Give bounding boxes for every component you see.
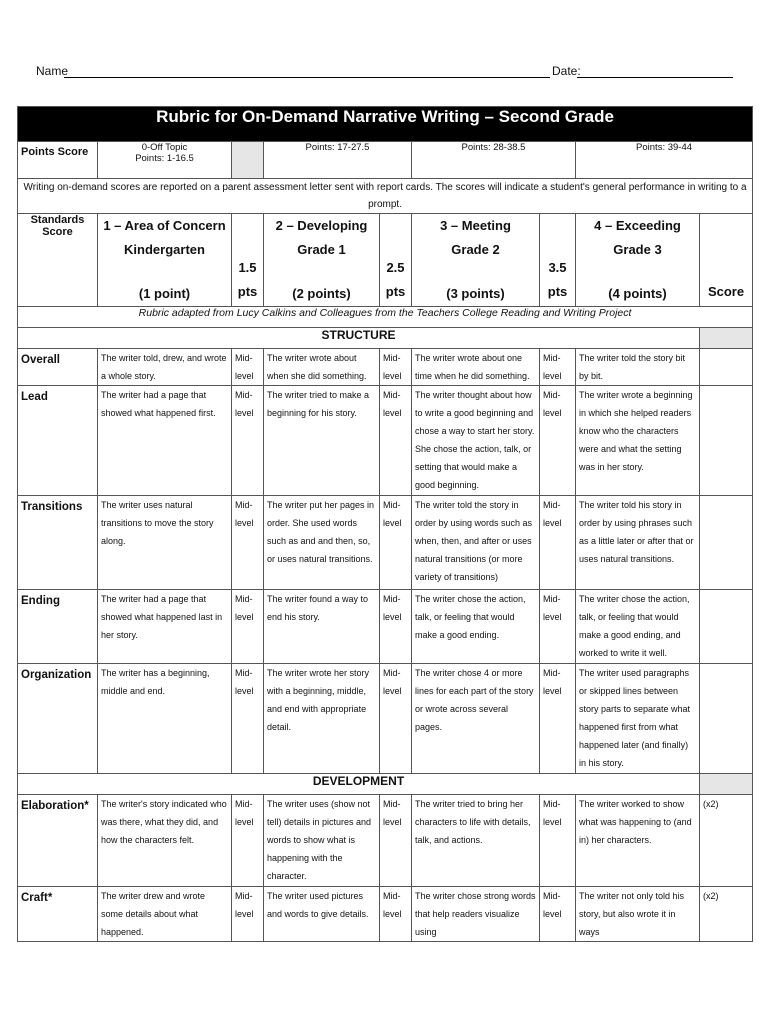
criterion-name: Lead (18, 386, 98, 496)
level-4-descriptor: The writer chose the action, talk, or feeling that would make a good ending, and worked to write it well. (576, 590, 700, 664)
level-2-descriptor: The writer found a way to end his story. (264, 590, 380, 664)
level-3-points: (3 points) (446, 286, 505, 301)
half-1-value: 1.5 (238, 260, 257, 275)
criterion-row (18, 795, 753, 887)
points-score-label: Points Score (18, 142, 98, 179)
mid-level-3: Mid-level (540, 386, 576, 496)
mid-level-2: Mid-level (380, 349, 412, 386)
mid-level-3: Mid-level (540, 590, 576, 664)
level-2-descriptor: The writer put her pages in order. She used words such as and and then, so, or uses natural transitions. (264, 496, 380, 590)
name-field[interactable] (64, 77, 550, 78)
points-level-1 (98, 142, 232, 179)
mid-level-1: Mid-level (232, 795, 264, 887)
score-cell[interactable]: (x2) (700, 887, 753, 942)
section-score-cell (700, 328, 753, 349)
level-3-descriptor: The writer thought about how to write a good beginning and chose a way to start her story. She chose the action, talk, or setting that would make a good beginning. (412, 386, 540, 496)
mid-level-3: Mid-level (540, 795, 576, 887)
mid-level-1: Mid-level (232, 496, 264, 590)
level-2-name: 2 – Developing (275, 218, 368, 233)
level-1-grade: Kindergarten (124, 242, 205, 257)
level-3-descriptor: The writer chose strong words that help readers visualize using (412, 887, 540, 942)
section-score-cell (700, 774, 753, 795)
mid-level-1: Mid-level (232, 664, 264, 774)
level-4-descriptor: The writer used paragraphs or skipped lines between story parts to separate what happened first from what happened later (and finally) in his story. (576, 664, 700, 774)
level-2-header (264, 214, 380, 307)
level-3-name: 3 – Meeting (440, 218, 511, 233)
name-label: Name (36, 64, 69, 78)
mid-level-1: Mid-level (232, 887, 264, 942)
criterion-name: Craft* (18, 887, 98, 942)
level-4-descriptor: The writer wrote a beginning in which she helped readers know who the characters were and what the setting was in her story. (576, 386, 700, 496)
points-range-2: Points: 17-27.5 (264, 142, 412, 179)
half-2-unit: pts (385, 284, 406, 299)
level-2-descriptor: The writer uses (show not tell) details in pictures and words to show what is happening with the character. (264, 795, 380, 887)
mid-level-3: Mid-level (540, 664, 576, 774)
score-cell[interactable] (700, 664, 753, 774)
level-2-descriptor: The writer wrote about when she did something. (264, 349, 380, 386)
credit-row (18, 307, 753, 328)
name-date-bar (36, 62, 734, 80)
level-2-grade: Grade 1 (297, 242, 346, 257)
level-2-descriptor: The writer wrote her story with a beginning, middle, and end with appropriate detail. (264, 664, 380, 774)
level-4-descriptor: The writer not only told his story, but also wrote it in ways (576, 887, 700, 942)
intro-text: Writing on-demand scores are reported on a parent assessment letter sent with report cards. The scores will indicate a student's general performance in writing to a prompt. (18, 179, 753, 214)
criterion-name: Elaboration* (18, 795, 98, 887)
date-field[interactable] (577, 77, 733, 78)
half-3-value: 3.5 (548, 260, 567, 275)
level-4-name: 4 – Exceeding (594, 218, 681, 233)
mid-level-2: Mid-level (380, 386, 412, 496)
score-cell[interactable] (700, 496, 753, 590)
standards-score-header: Standards Score (18, 214, 98, 307)
intro-row (18, 179, 753, 214)
level-2-descriptor: The writer tried to make a beginning for his story. (264, 386, 380, 496)
half-2-header (380, 214, 412, 307)
level-1-descriptor: The writer had a page that showed what happened first. (98, 386, 232, 496)
score-header (700, 214, 753, 307)
level-4-descriptor: The writer worked to show what was happening to (and in) her characters. (576, 795, 700, 887)
mid-level-1: Mid-level (232, 386, 264, 496)
level-4-descriptor: The writer told his story in order by using phrases such as a little later or after that or uses natural transitions. (576, 496, 700, 590)
level-1-name: 1 – Area of Concern (103, 218, 226, 233)
criterion-name: Transitions (18, 496, 98, 590)
mid-level-2: Mid-level (380, 887, 412, 942)
mid-level-3: Mid-level (540, 349, 576, 386)
criterion-name: Organization (18, 664, 98, 774)
points-row (18, 142, 753, 179)
section-title-structure: STRUCTURE (18, 328, 700, 349)
section-row-structure (18, 328, 753, 349)
level-2-points: (2 points) (292, 286, 351, 301)
level-1-descriptor: The writer's story indicated who was there, what they did, and how the characters felt. (98, 795, 232, 887)
rubric-table (17, 106, 753, 942)
section-row-development (18, 774, 753, 795)
level-4-points: (4 points) (608, 286, 667, 301)
half-3-unit: pts (547, 284, 568, 299)
score-cell[interactable] (700, 349, 753, 386)
section-title-development: DEVELOPMENT (18, 774, 700, 795)
score-cell[interactable]: (x2) (700, 795, 753, 887)
half-1-header (232, 214, 264, 307)
criterion-row (18, 349, 753, 386)
levels-header-row (18, 214, 753, 307)
level-4-header (576, 214, 700, 307)
level-2-descriptor: The writer used pictures and words to give details. (264, 887, 380, 942)
criterion-row (18, 664, 753, 774)
page-title: Rubric for On-Demand Narrative Writing – Second Grade (18, 107, 753, 142)
off-topic-label: 0-Off Topic (141, 142, 188, 153)
points-range-3: Points: 28-38.5 (412, 142, 576, 179)
mid-level-3: Mid-level (540, 496, 576, 590)
criterion-name: Overall (18, 349, 98, 386)
credit-text: Rubric adapted from Lucy Calkins and Colleagues from the Teachers College Reading and Writing Project (18, 307, 753, 328)
criterion-row (18, 496, 753, 590)
level-1-descriptor: The writer has a beginning, middle and end. (98, 664, 232, 774)
level-1-descriptor: The writer drew and wrote some details about what happened. (98, 887, 232, 942)
mid-level-3: Mid-level (540, 887, 576, 942)
level-1-descriptor: The writer uses natural transitions to move the story along. (98, 496, 232, 590)
criterion-row (18, 887, 753, 942)
structure-rows (18, 349, 753, 774)
level-1-descriptor: The writer had a page that showed what happened last in her story. (98, 590, 232, 664)
score-label: Score (707, 284, 745, 299)
mid-level-2: Mid-level (380, 496, 412, 590)
level-3-descriptor: The writer tried to bring her characters to life with details, talk, and actions. (412, 795, 540, 887)
score-cell[interactable] (700, 386, 753, 496)
level-1-points: (1 point) (138, 286, 191, 301)
level-3-descriptor: The writer chose 4 or more lines for each part of the story or wrote across several pages. (412, 664, 540, 774)
title-row (18, 107, 753, 142)
development-rows (18, 795, 753, 942)
date-label: Date: (552, 64, 581, 78)
mid-level-1: Mid-level (232, 590, 264, 664)
mid-level-1: Mid-level (232, 349, 264, 386)
mid-level-2: Mid-level (380, 795, 412, 887)
level-3-descriptor: The writer chose the action, talk, or feeling that would make a good ending. (412, 590, 540, 664)
half-1-unit: pts (237, 284, 258, 299)
level-3-descriptor: The writer told the story in order by using words such as when, then, and after or uses natural transitions (or more variety of transitions) (412, 496, 540, 590)
half-3-header (540, 214, 576, 307)
level-3-descriptor: The writer wrote about one time when he did something. (412, 349, 540, 386)
level-4-grade: Grade 3 (613, 242, 662, 257)
score-cell[interactable] (700, 590, 753, 664)
level-1-descriptor: The writer told, drew, and wrote a whole story. (98, 349, 232, 386)
points-gap-1 (232, 142, 264, 179)
points-range-4: Points: 39-44 (576, 142, 753, 179)
criterion-row (18, 590, 753, 664)
criterion-row (18, 386, 753, 496)
points-range-1: Points: 1-16.5 (135, 153, 194, 164)
half-2-value: 2.5 (386, 260, 405, 275)
mid-level-2: Mid-level (380, 590, 412, 664)
mid-level-2: Mid-level (380, 664, 412, 774)
criterion-name: Ending (18, 590, 98, 664)
level-3-grade: Grade 2 (451, 242, 500, 257)
level-1-header (98, 214, 232, 307)
level-4-descriptor: The writer told the story bit by bit. (576, 349, 700, 386)
level-3-header (412, 214, 540, 307)
